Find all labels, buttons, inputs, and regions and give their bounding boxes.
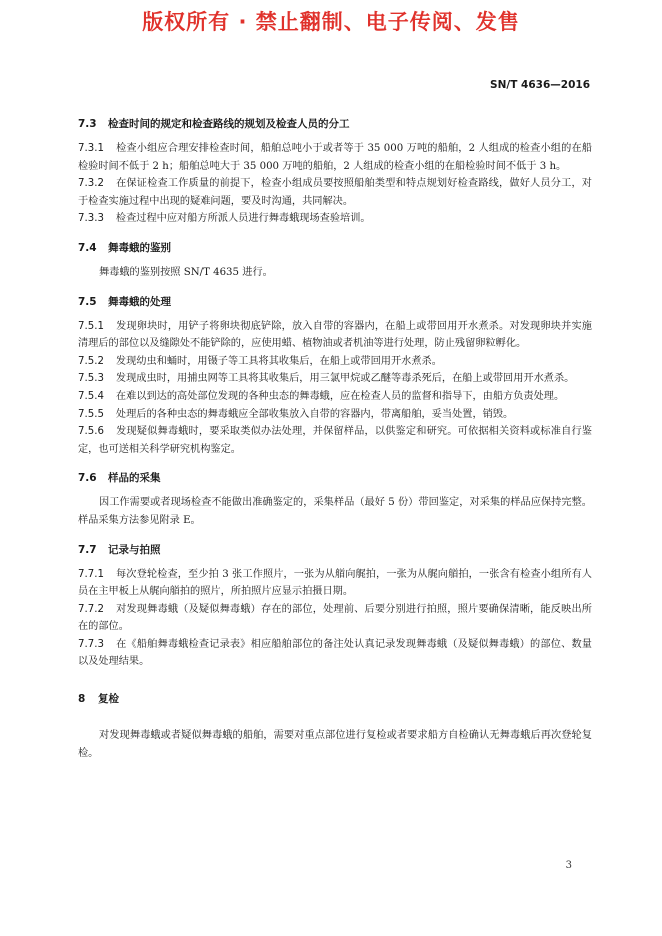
clause-7-5-1 bbox=[78, 318, 592, 353]
section-number: 7.4 bbox=[78, 241, 97, 254]
clause-text: 发现卵块时，用铲子将卵块彻底铲除，放入自带的容器内，在船上或带回用开水煮杀。对发现卵块并实施清理后的部位以及缝隙处不能铲除的，应使用蜡、植物油或者机油等进行处理，防止残留卵粒孵化。 bbox=[78, 320, 592, 350]
section-title: 检查时间的规定和检查路线的规划及检查人员的分工 bbox=[108, 118, 350, 130]
section-heading-7-7 bbox=[78, 542, 592, 558]
clause-text: 在《船舶舞毒蛾检查记录表》相应船舶部位的备注处认真记录发现舞毒蛾（及疑似舞毒蛾）的部位、数量以及处理结果。 bbox=[78, 638, 592, 668]
section-number: 7.5 bbox=[78, 295, 97, 308]
page-number: 3 bbox=[565, 860, 572, 871]
clause-7-3-3 bbox=[78, 210, 592, 228]
section-title: 复检 bbox=[98, 693, 119, 706]
clause-number: 7.7.1 bbox=[78, 568, 104, 580]
section-heading-7-6 bbox=[78, 470, 592, 486]
section-title: 舞毒蛾的鉴别 bbox=[108, 241, 171, 254]
section-number: 7.7 bbox=[78, 543, 97, 556]
clause-number: 7.7.2 bbox=[78, 603, 104, 615]
clause-text: 在难以到达的高处部位发现的各种虫态的舞毒蛾，应在检查人员的监督和指导下，由船方负责处理。 bbox=[115, 390, 565, 402]
clause-7-5-6 bbox=[78, 423, 592, 458]
clause-text: 检查小组应合理安排检查时间，船舶总吨小于或者等于 35 000 万吨的船舶，2 人组成的检查小组的在船检验时间不低于 2 h；船舶总吨大于 35 000 万吨的船舶，2 人组成的检查小组的在船检验时间不低于 3 h。 bbox=[78, 143, 592, 172]
clause-7-6-body: 因工作需要或者现场检查不能做出准确鉴定的，采集样品（最好 5 份）带回鉴定，对采集的样品应保持完整。样品采集方法参见附录 E。 bbox=[78, 497, 592, 526]
section-number: 8 bbox=[78, 693, 86, 706]
clause-7-5-4 bbox=[78, 388, 592, 406]
clause-7-3-2 bbox=[78, 175, 592, 210]
clause-text: 检查过程中应对船方所派人员进行舞毒蛾现场查验培训。 bbox=[115, 213, 371, 225]
clause-number: 7.3.3 bbox=[78, 213, 104, 225]
clause-number: 7.5.3 bbox=[78, 373, 104, 385]
clause-7-3-1 bbox=[78, 140, 592, 175]
clause-7-5-2 bbox=[78, 353, 592, 371]
clause-7-7-2 bbox=[78, 601, 592, 636]
clause-number: 7.3.1 bbox=[78, 143, 104, 154]
clause-number: 7.5.6 bbox=[78, 426, 104, 438]
clause-text: 对发现舞毒蛾（及疑似舞毒蛾）存在的部位，处理前、后要分别进行拍照，照片要确保清晰，能反映出所在的部位。 bbox=[78, 603, 592, 633]
section-heading-7-5 bbox=[78, 294, 592, 310]
clause-number: 7.5.4 bbox=[78, 390, 104, 402]
section-title: 样品的采集 bbox=[108, 472, 161, 485]
section-title: 舞毒蛾的处理 bbox=[108, 295, 171, 308]
section-heading-7-4 bbox=[78, 240, 592, 256]
clause-text: 处理后的各种虫态的舞毒蛾应全部收集放入自带的容器内，带离船舶，妥当处置，销毁。 bbox=[115, 408, 514, 420]
clause-text: 发现疑似舞毒蛾时，要采取类似办法处理，并保留样品，以供鉴定和研究。可依据相关资料或标准自行鉴定，也可送相关科学研究机构鉴定。 bbox=[78, 426, 592, 455]
section-title: 记录与拍照 bbox=[108, 543, 161, 556]
clause-7-5-3 bbox=[78, 370, 592, 388]
clause-7-7-1 bbox=[78, 566, 592, 601]
standard-code: SN/T 4636—2016 bbox=[490, 79, 590, 91]
document-body bbox=[78, 116, 592, 762]
clause-8-body: 对发现舞毒蛾或者疑似舞毒蛾的船舶，需要对重点部位进行复检或者要求船方自检确认无舞毒蛾后再次登轮复检。 bbox=[78, 730, 592, 759]
clause-7-4-body: 舞毒蛾的鉴别按照 SN/T 4635 进行。 bbox=[99, 266, 273, 278]
section-heading-8 bbox=[78, 691, 592, 707]
section-number: 7.3 bbox=[78, 118, 97, 130]
clause-number: 7.3.2 bbox=[78, 178, 104, 190]
copyright-watermark: 版权所有 · 禁止翻制、电子传阅、发售 bbox=[142, 10, 520, 34]
clause-number: 7.5.5 bbox=[78, 408, 104, 420]
clause-text: 每次登轮检查，至少拍 3 张工作照片，一张为从艏向艉拍，一张为从艉向艏拍，一张含有检查小组所有人员在主甲板上从艉向艏拍的照片，所拍照片应显示拍摄日期。 bbox=[78, 568, 592, 598]
section-heading-7-3 bbox=[78, 116, 592, 132]
clause-text: 发现成虫时，用捕虫网等工具将其收集后，用三氯甲烷或乙醚等毒杀死后，在船上或带回用开水煮杀。 bbox=[115, 373, 575, 385]
clause-7-7-3 bbox=[78, 636, 592, 671]
clause-text: 在保证检查工作质量的前提下，检查小组成员要按照船舶类型和特点规划好检查路线，做好人员分工，对于检查实施过程中出现的疑难问题，要及时沟通，共同解决。 bbox=[78, 178, 592, 207]
clause-number: 7.5.1 bbox=[78, 320, 104, 332]
clause-text: 发现幼虫和蛹时，用镊子等工具将其收集后，在船上或带回用开水煮杀。 bbox=[115, 355, 442, 367]
section-number: 7.6 bbox=[78, 472, 97, 485]
clause-number: 7.5.2 bbox=[78, 355, 104, 367]
clause-number: 7.7.3 bbox=[78, 638, 104, 650]
clause-7-5-5 bbox=[78, 406, 592, 424]
